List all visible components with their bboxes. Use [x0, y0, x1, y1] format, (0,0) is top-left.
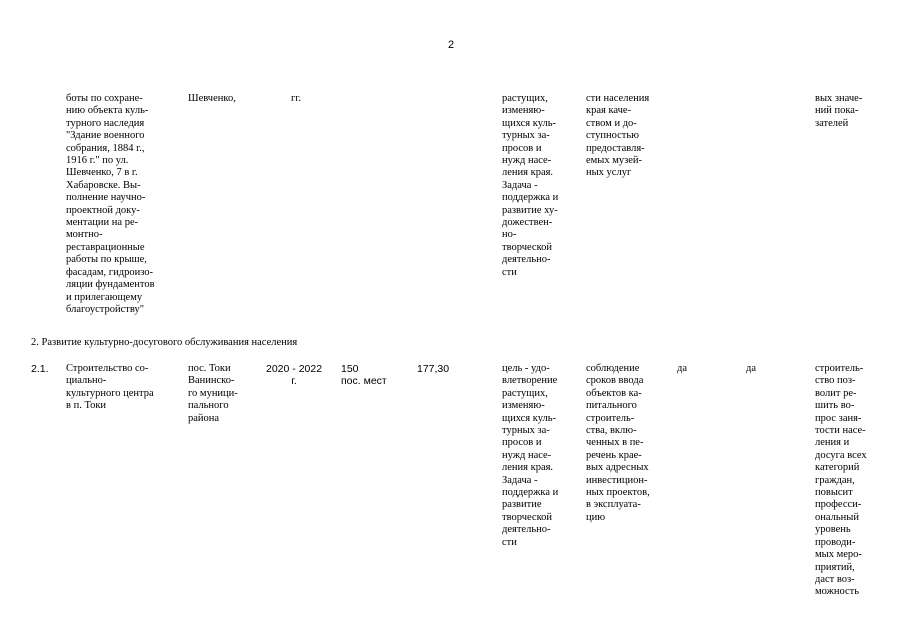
row-result-cell: строитель- ство поз- волит ре- шить во- прос заня- тости насе- ления и досуга всех категорий граждан, повысит професси- ональный уровень проводи- мых меро- приятий, даст воз- можность: [815, 363, 867, 598]
row-location-cell: пос. Токи Ванинско- го муници- пального района: [188, 363, 238, 424]
section-heading: 2. Развитие культурно-досугового обслуживания населения: [31, 337, 298, 348]
continued-period-cell: гг.: [291, 93, 302, 104]
continued-goal-cell: растущих, изменяю- щихся куль- турных за- просов и нужд насе- ления края. Задача - поддержка и развитие ху- дожествен- но- творческой деятельно- сти: [502, 93, 559, 278]
row-indicator-cell: соблюдение сроков ввода объектов ка- питального строитель- ства, вклю- ченных в пе- речень крае- вых адресных инвестицион- ных проектов, в эксплуата- цию: [586, 363, 650, 523]
continued-description-cell: боты по сохране- нию объекта куль- турного наследия "Здание военного собрания, 1884 г., 1916 г." по ул. Шевченко, 7 в г. Хабаровске. Вы- полнение научно- проектной доку- ментации на ре- монтно- реставрационные работы по крыше, фасадам, гидроизо- ляции фундаментов и прилегающему благоустройству": [66, 93, 155, 315]
continued-location-cell: Шевченко,: [188, 93, 236, 104]
row-goal-cell: цель - удо- влетворение растущих, изменяю- щихся куль- турных за- просов и нужд насе- ления края. Задача - поддержка и развитие творческой деятельно- сти: [502, 363, 559, 548]
row-flag-b-cell: да: [746, 363, 757, 374]
row-period-cell: 2020 - 2022 г.: [266, 363, 323, 388]
row-capacity-cell: 150 пос. мест: [341, 363, 387, 388]
row-cost-cell: 177,30: [417, 363, 450, 375]
row-number-cell: 2.1.: [31, 363, 49, 375]
continued-result-cell: вых значе- ний пока- зателей: [815, 93, 863, 129]
row-flag-a-cell: да: [677, 363, 688, 374]
row-description-cell: Строительство со- циально- культурного центра в п. Токи: [66, 363, 154, 412]
page-number: 2: [448, 39, 455, 51]
continued-indicator-cell: сти населения края каче- ством и до- ступностью предоставля- емых музей- ных услуг: [586, 93, 650, 179]
